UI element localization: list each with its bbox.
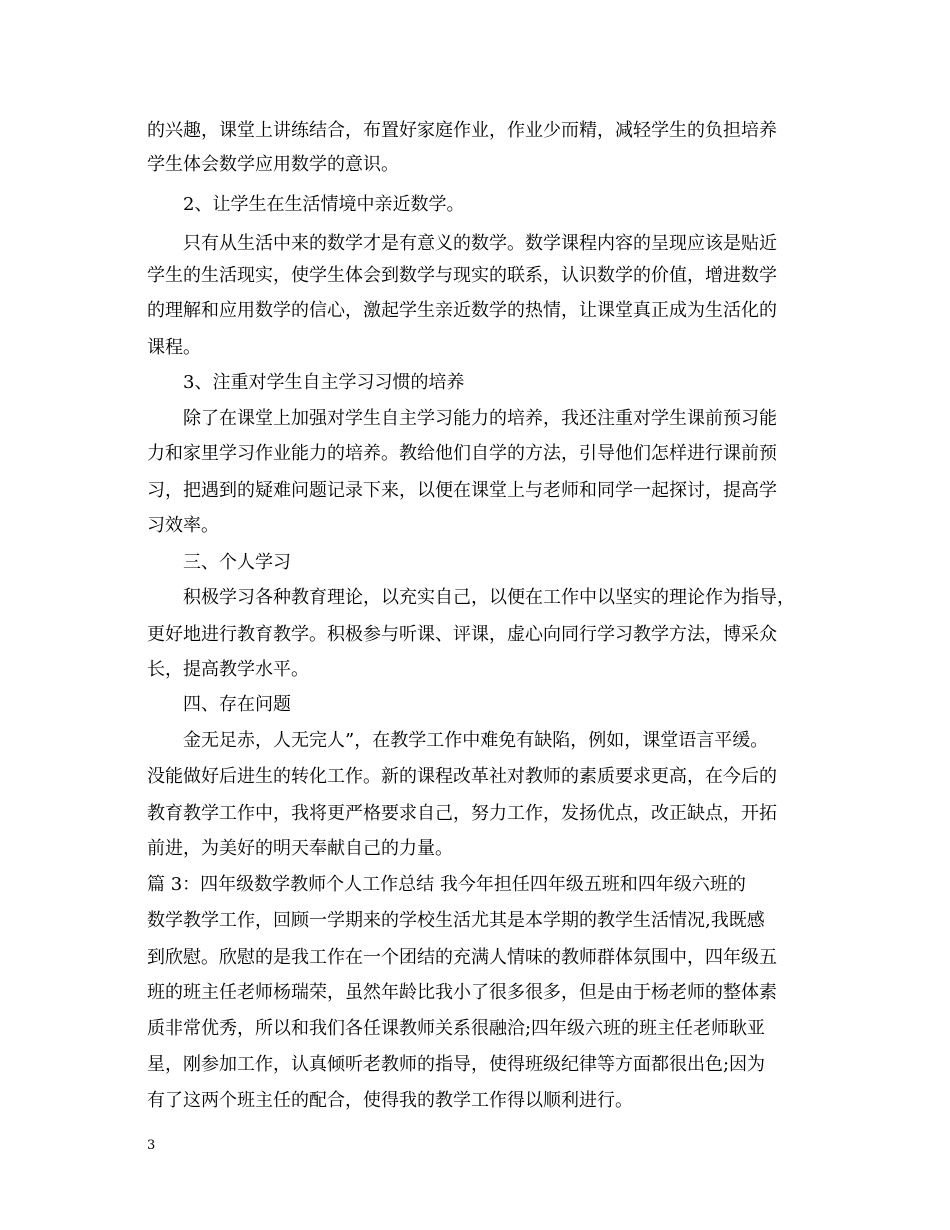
text-line: 班的班主任老师杨瑞荣，虽然年龄比我小了很多很多，但是由于杨老师的整体素	[147, 982, 777, 1003]
section-heading: 3、注重对学生自主学习习惯的培养	[183, 372, 465, 393]
text-line: 积极学习各种教育理论，以充实自己，以便在工作中以坚实的理论作为指导，	[183, 587, 795, 608]
section-heading: 三、个人学习	[183, 552, 291, 573]
text-line: 没能做好后进生的转化工作。新的课程改革社对教师的素质要求更高，在今后的	[147, 766, 777, 787]
text-line: 质非常优秀，所以和我们各任课教师关系很融洽;四年级六班的班主任老师耿亚	[147, 1018, 766, 1039]
text-line: 到欣慰。欣慰的是我工作在一个团结的充满人情味的教师群体氛围中，四年级五	[147, 947, 777, 968]
text-line: 的兴趣，课堂上讲练结合，布置好家庭作业，作业少而精，减轻学生的负担培养	[147, 120, 777, 141]
text-line: 前进，为美好的明天奉献自己的力量。	[147, 838, 453, 859]
text-line: 课程。	[147, 337, 201, 358]
text-line: 数学教学工作，回顾一学期来的学校生活尤其是本学期的教学生活情况,我既感	[147, 910, 765, 931]
text-line: 金无足赤，人无完人”，在教学工作中难免有缺陷，例如，课堂语言平缓。	[183, 730, 769, 751]
text-line: 力和家里学习作业能力的培养。教给他们自学的方法，引导他们怎样进行课前预	[147, 443, 777, 464]
text-line: 更好地进行教育教学。积极参与听课、评课，虚心向同行学习教学方法，博采众	[147, 624, 777, 645]
text-line: 学生的生活现实，使学生体会到数学与现实的联系，认识数学的价值，增进数学	[147, 265, 777, 286]
text-line: 教育教学工作中，我将更严格要求自己，努力工作，发扬优点，改正缺点，开拓	[147, 803, 777, 824]
text-line: 只有从生活中来的数学才是有意义的数学。数学课程内容的呈现应该是贴近	[183, 233, 777, 254]
text-line: 篇 3：四年级数学教师个人工作总结 我今年担任四年级五班和四年级六班的	[147, 874, 746, 895]
text-line: 学生体会数学应用数学的意识。	[147, 154, 399, 175]
text-line: 有了这两个班主任的配合，使得我的教学工作得以顺利进行。	[147, 1090, 633, 1111]
text-line: 习效率。	[147, 515, 219, 536]
text-line: 除了在课堂上加强对学生自主学习能力的培养，我还注重对学生课前预习能	[183, 408, 777, 429]
page-number: 3	[147, 1138, 156, 1153]
section-heading: 四、存在问题	[183, 694, 291, 715]
section-heading: 2、让学生在生活情境中亲近数学。	[183, 194, 465, 215]
text-line: 长，提高教学水平。	[147, 659, 309, 680]
text-line: 的理解和应用数学的信心，激起学生亲近数学的热情，让课堂真正成为生活化的	[147, 300, 777, 321]
text-line: 习，把遇到的疑难问题记录下来，以便在课堂上与老师和同学一起探讨，提高学	[147, 480, 777, 501]
text-line: 星，刚参加工作，认真倾听老教师的指导，使得班级纪律等方面都很出色;因为	[147, 1054, 766, 1075]
